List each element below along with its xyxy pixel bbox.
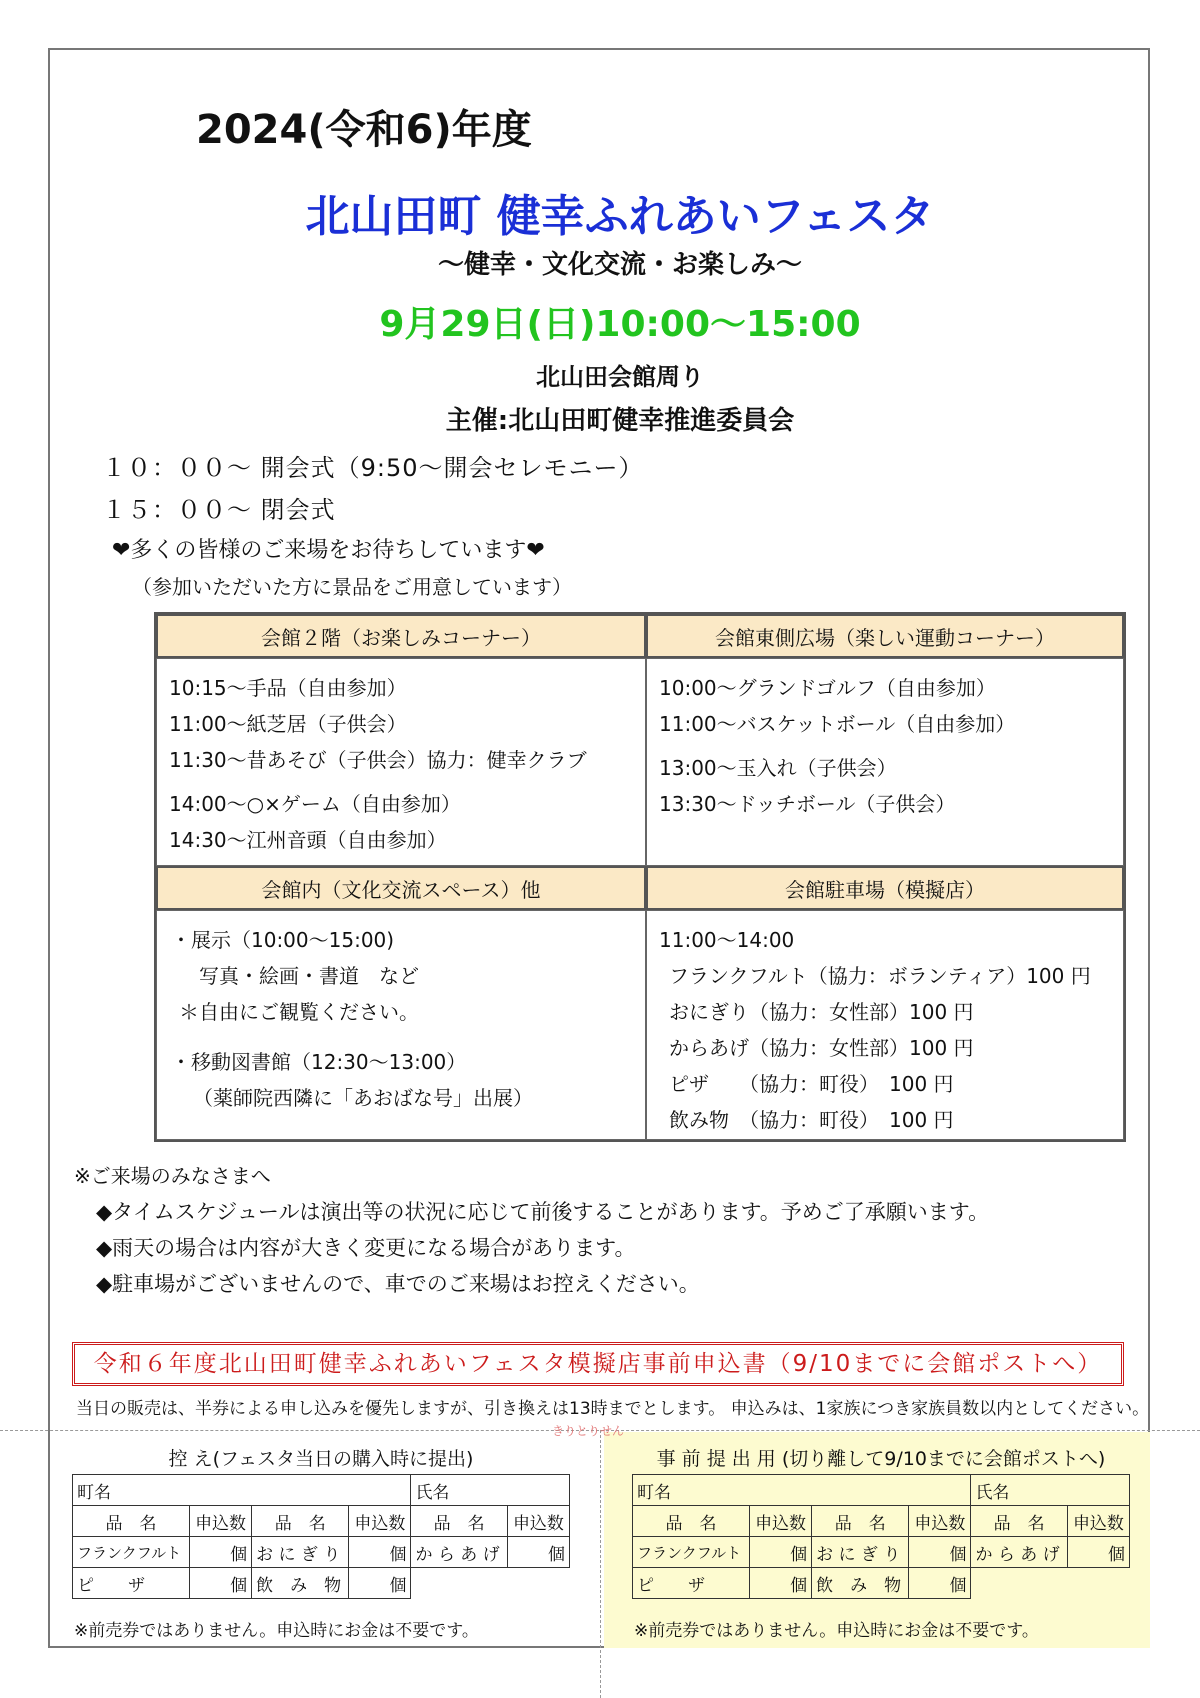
list-item: 11:00～バスケットボール（自由参加） [659, 712, 1016, 736]
qty-header: 申込数 [909, 1506, 971, 1537]
list-item: 14:30～江州音頭（自由参加） [169, 828, 447, 852]
floor2-heading: 会館２階（お楽しみコーナー） [156, 614, 646, 658]
qty-unit[interactable]: 個 [349, 1568, 411, 1599]
qty-unit[interactable]: 個 [909, 1537, 971, 1568]
event-date: 9月29日(日)10:00～15:00 [379, 304, 861, 345]
east-cell [646, 658, 1124, 866]
qty-unit[interactable]: 個 [190, 1537, 252, 1568]
empty-cell [971, 1568, 1130, 1599]
prize-note: （参加いただいた方に景品をご用意しています） [132, 575, 572, 599]
qty-header: 申込数 [190, 1506, 252, 1537]
stub-form [72, 1474, 570, 1599]
qty-unit[interactable]: 個 [190, 1568, 252, 1599]
list-item: 11:00～14:00 [659, 928, 795, 952]
event-host: 主催:北山田町健幸推進委員会 [445, 406, 795, 436]
product-onigiri: お に ぎ り [252, 1537, 349, 1568]
submission-title: 事 前 提 出 用 (切り離して9/10までに会館ポストへ) [656, 1448, 1106, 1470]
list-item: 11:00～紙芝居（子供会） [169, 712, 407, 736]
product-karaage: か ら あ げ [971, 1537, 1067, 1568]
qty-header: 申込数 [1067, 1506, 1129, 1537]
item-header: 品 名 [971, 1506, 1067, 1537]
qty-header: 申込数 [349, 1506, 411, 1537]
notice-item: ◆駐車場がございませんので、車でのご来場はお控えください。 [96, 1272, 700, 1296]
qty-unit[interactable]: 個 [1067, 1537, 1129, 1568]
east-heading: 会館東側広場（楽しい運動コーナー） [646, 614, 1124, 658]
town-label[interactable]: 町名 [633, 1475, 971, 1506]
submission-footer: ※前売券ではありません。申込時にお金は不要です。 [634, 1621, 1039, 1641]
list-item: 11:30～昔あそび（子供会）協力：健幸クラブ [169, 748, 587, 772]
item-header: 品 名 [812, 1506, 909, 1537]
event-title: 北山田町 健幸ふれあいフェスタ [305, 191, 935, 242]
list-item: 10:00～グランドゴルフ（自由参加） [659, 676, 996, 700]
qty-unit[interactable]: 個 [507, 1537, 569, 1568]
product-frankfurt: フランクフルト [73, 1537, 190, 1568]
product-pizza: ピ ザ [633, 1568, 750, 1599]
list-item: ＊自由にご観覧ください。 [179, 1000, 419, 1024]
town-label[interactable]: 町名 [73, 1475, 411, 1506]
list-item: 13:00～玉入れ（子供会） [659, 756, 897, 780]
submission-form [632, 1474, 1130, 1599]
opening-ceremony: １０：００～ 開会式（9:50～開会セレモニー） [102, 454, 644, 482]
item-header: 品 名 [252, 1506, 349, 1537]
qty-header: 申込数 [507, 1506, 569, 1537]
list-item: ・展示（10:00～15:00) [171, 928, 395, 952]
list-item: ピザ （協力：町役） 100 円 [669, 1072, 954, 1096]
empty-cell [411, 1568, 570, 1599]
qty-unit[interactable]: 個 [750, 1568, 812, 1599]
list-item: 10:15～手品（自由参加） [169, 676, 407, 700]
qty-header: 申込数 [750, 1506, 812, 1537]
product-pizza: ピ ザ [73, 1568, 190, 1599]
qty-unit[interactable]: 個 [750, 1537, 812, 1568]
product-onigiri: お に ぎ り [812, 1537, 909, 1568]
inside-cell [156, 910, 646, 1140]
welcome-message: ❤多くの皆様のご来場をお待ちしています❤ [112, 538, 545, 563]
notice-item: ◆雨天の場合は内容が大きく変更になる場合があります。 [96, 1236, 636, 1260]
product-drinks: 飲 み 物 [812, 1568, 909, 1599]
item-header: 品 名 [633, 1506, 750, 1537]
parking-cell [646, 910, 1124, 1140]
closing-ceremony: １５：００～ 閉会式 [102, 496, 336, 524]
cut-label: きりとりせん [552, 1424, 625, 1438]
notice-item: ◆タイムスケジュールは演出等の状況に応じて前後することがあります。予めご了承願います。 [96, 1200, 990, 1224]
name-label[interactable]: 氏名 [971, 1475, 1130, 1506]
parking-heading: 会館駐車場（模擬店） [646, 866, 1124, 910]
product-karaage: か ら あ げ [411, 1537, 507, 1568]
list-item: 飲み物 （協力：町役） 100 円 [669, 1108, 954, 1132]
event-venue: 北山田会館周り [536, 363, 704, 391]
product-frankfurt: フランクフルト [633, 1537, 750, 1568]
list-item: 14:00～○×ゲーム（自由参加） [169, 792, 461, 816]
year-heading: 2024(令和6)年度 [196, 107, 532, 153]
list-item: 写真・絵画・書道 など [199, 964, 419, 988]
item-header: 品 名 [73, 1506, 190, 1537]
qty-unit[interactable]: 個 [909, 1568, 971, 1599]
qty-unit[interactable]: 個 [349, 1537, 411, 1568]
product-drinks: 飲 み 物 [252, 1568, 349, 1599]
cut-line-vertical [600, 1430, 601, 1698]
list-item: （薬師院西隣に「あおばな号」出展） [193, 1086, 533, 1110]
stub-footer: ※前売券ではありません。申込時にお金は不要です。 [74, 1621, 479, 1641]
notices-heading: ※ご来場のみなさまへ [74, 1164, 271, 1188]
name-label[interactable]: 氏名 [411, 1475, 570, 1506]
item-header: 品 名 [411, 1506, 507, 1537]
floor2-cell [156, 658, 646, 866]
list-item: おにぎり（協力：女性部）100 円 [669, 1000, 974, 1024]
list-item: ・移動図書館（12:30～13:00） [171, 1050, 467, 1074]
application-title: 令和６年度北山田町健幸ふれあいフェスタ模擬店事前申込書（9/10までに会館ポストへ） [72, 1342, 1124, 1386]
program-table [154, 612, 1126, 1142]
list-item: 13:30～ドッチボール（子供会） [659, 792, 956, 816]
inside-heading: 会館内（文化交流スペース）他 [156, 866, 646, 910]
event-subtitle: ～健幸・文化交流・お楽しみ～ [437, 250, 802, 280]
list-item: フランクフルト（協力：ボランティア）100 円 [669, 964, 1091, 988]
stub-title: 控 え(フェスタ当日の購入時に提出) [168, 1448, 474, 1470]
list-item: からあげ（協力：女性部）100 円 [669, 1036, 974, 1060]
application-text: 当日の販売は、半券による申し込みを優先しますが、引き換えは13時までとします。 申込みは、1家族につき家族員数以内としてください。 [76, 1399, 1150, 1419]
